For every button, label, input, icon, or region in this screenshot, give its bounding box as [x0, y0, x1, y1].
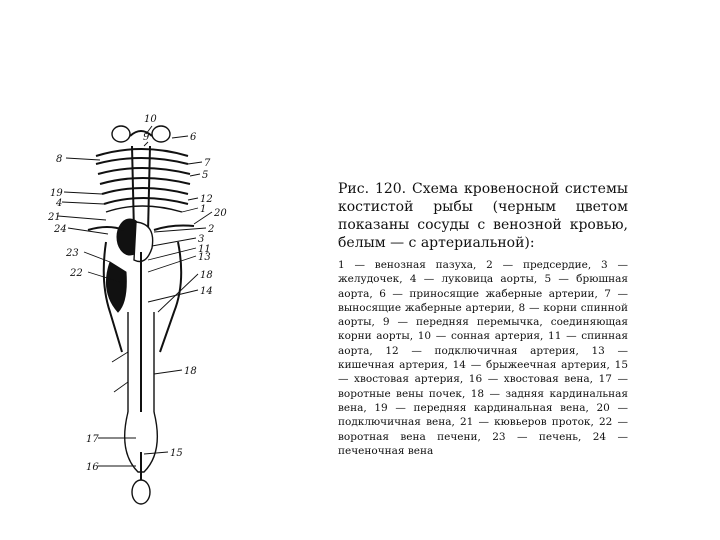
caption-title: Рис. 120. Схема кровеносной системы костистой рыбы (черным цветом показаны сосуды с венозной кровью, белым — с артериальной):: [338, 181, 628, 251]
label-3: 3: [198, 234, 205, 245]
label-22: 22: [70, 268, 83, 279]
label-21: 21: [48, 212, 61, 223]
label-15: 15: [170, 448, 183, 459]
label-13: 13: [198, 252, 211, 263]
label-18: 18: [200, 270, 213, 281]
label-4: 4: [56, 198, 63, 209]
renal-portal-veins: [112, 352, 128, 392]
right-carotid-loop: [152, 126, 170, 142]
label-23: 23: [66, 248, 79, 259]
caption-legend: 1 — венозная пазуха, 2 — предсердие, 3 — желудочек, 4 — луковица аорты, 5 — брюшная аорта, 6 — приносящие жаберные артерии, 7 — выносящие жаберные артерии, 8 — корни спинной аорты, 9 — передняя перемычка, соединяющая корни аорты, 10 — сонная артерия, 11 — спинная аорта, 12 — подключичная артерия, 13 — кишечная артерия, 14 — брыжеечная артерия, 15 — хвостовая артерия, 16 — хвостовая вена, 17 — воротные вены почек, 18 — задняя кардинальная вена, 19 — передняя кардинальная вена, 20 — подключичная вена, 21 — кювьеров проток, 22 — воротная вена печени, 23 — печень, 24 — печеночная вена: [338, 259, 628, 457]
diagram-drawing: [48, 112, 248, 512]
label-8: 8: [56, 154, 63, 165]
label-16: 16: [86, 462, 99, 473]
label-14: 14: [200, 286, 213, 297]
label-18b: 18: [184, 366, 197, 377]
label-1: 1: [200, 204, 207, 215]
left-carotid-loop: [112, 126, 130, 142]
label-11: 11: [198, 244, 211, 255]
label-17: 17: [86, 434, 99, 445]
label-6: 6: [190, 132, 197, 143]
label-19: 19: [50, 188, 63, 199]
figure-caption: [338, 180, 628, 458]
label-10: 10: [144, 114, 157, 125]
label-2: 2: [208, 224, 215, 235]
label-7: 7: [204, 158, 211, 169]
liver: [106, 262, 126, 312]
label-9: 9: [143, 132, 150, 143]
circulatory-system-diagram: [48, 112, 248, 512]
caudal-fin-base: [132, 480, 150, 504]
ventricle: [134, 222, 153, 262]
label-12: 12: [200, 194, 213, 205]
label-24: 24: [54, 224, 67, 235]
label-5: 5: [202, 170, 209, 181]
gill-arches: [96, 149, 190, 212]
label-20: 20: [214, 208, 227, 219]
